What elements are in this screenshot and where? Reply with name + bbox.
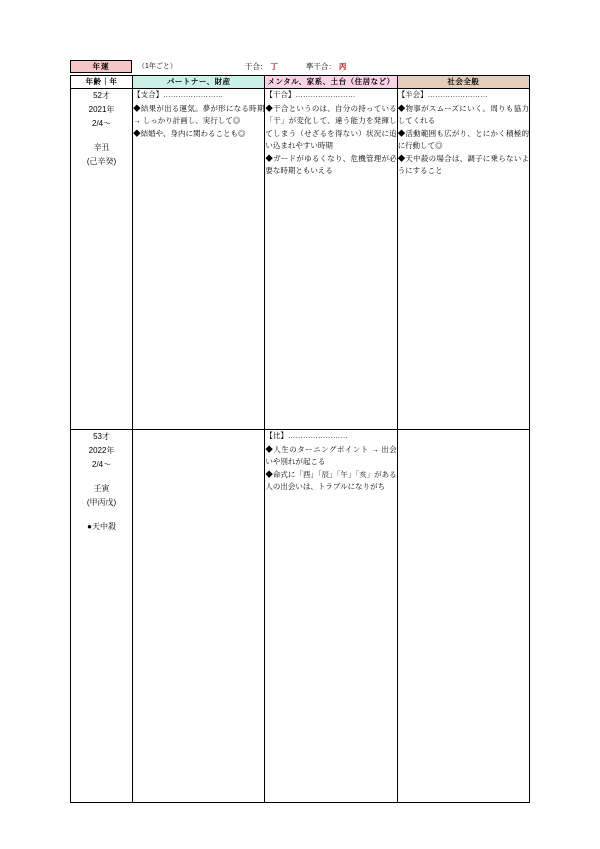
- table-row: [71, 430, 530, 803]
- section-title: 【半会】……………………: [397, 90, 488, 99]
- column-header-partner: パートナー、財産: [133, 76, 265, 89]
- column-header-mental: メンタル、家系、土台（住居など）: [265, 76, 397, 89]
- bullet-item: ◆ガードがゆるくなり、危機管理が必要な時期ともいえる: [265, 153, 397, 175]
- date-value: 2/4〜: [92, 460, 112, 469]
- section-title: 【支合】……………………: [133, 90, 224, 99]
- year-value: 2021年: [88, 105, 115, 114]
- partner-cell: [133, 89, 265, 430]
- mental-cell: [265, 430, 397, 803]
- bullet-item: ◆命式に「酉」「辰」「午」「亥」がある人の出会いは、トラブルになりがち: [265, 469, 397, 491]
- junkango-info: [306, 60, 347, 73]
- table-row: [71, 89, 530, 430]
- junkango-label: 準干合：: [305, 62, 336, 71]
- column-header-social: 社会全般: [397, 76, 529, 89]
- kanshi-sub: (甲丙戊): [86, 498, 117, 507]
- bullet-item: ◆人生のターニングポイント → 出会いや別れが起こる: [265, 444, 397, 466]
- bullet-item: ◆活動範囲も広がり、とにかく積極的に行動して◎: [397, 128, 529, 150]
- junkango-value: 丙: [338, 62, 347, 71]
- mental-cell: [265, 89, 397, 430]
- interval-note: （1年ごと）: [138, 63, 177, 70]
- kanshi-value: 壬寅: [93, 484, 110, 493]
- social-cell: [397, 430, 529, 803]
- section-title: 【干合】……………………: [265, 90, 356, 99]
- age-value: 52才: [93, 91, 111, 100]
- fortune-table: [70, 75, 530, 803]
- kanshi-sub: (己辛癸): [86, 157, 117, 166]
- bullet-item: ◆結婚や、身内に関わることも◎: [133, 128, 246, 138]
- column-header-age: 年齢｜年: [71, 76, 133, 89]
- fortune-table-sheet: [70, 60, 530, 803]
- bullet-item: ◆物事がスムーズにいく。周りも協力してくれる: [397, 103, 529, 125]
- age-cell: [71, 430, 133, 803]
- age-value: 53才: [93, 432, 111, 441]
- partner-cell: [133, 430, 265, 803]
- age-note: ●天中殺: [87, 522, 116, 531]
- bullet-item: ◆結果が出る運気。夢が形になる時期 → しっかり計画し、実行して◎: [133, 103, 265, 125]
- bullet-item: ◆干合というのは、自分の持っている「干」が変化して、違う能力を発揮してしまう（せざるを得ない）状況に追い込まれやすい時期: [265, 103, 397, 150]
- kango-info: [245, 60, 278, 73]
- section-title: 【比】……………………: [265, 431, 348, 440]
- social-cell: [397, 89, 529, 430]
- age-cell: [71, 89, 133, 430]
- table-top-bar: [70, 60, 530, 73]
- yearly-fortune-label: 年運: [70, 60, 132, 73]
- date-value: 2/4〜: [92, 119, 112, 128]
- bullet-item: ◆天中殺の場合は、調子に乗らないようにすること: [397, 153, 529, 175]
- kanshi-value: 辛丑: [93, 143, 110, 152]
- table-header-row: [71, 76, 530, 89]
- year-value: 2022年: [88, 446, 115, 455]
- kango-value: 丁: [270, 62, 278, 71]
- kango-label: 干合：: [244, 62, 268, 71]
